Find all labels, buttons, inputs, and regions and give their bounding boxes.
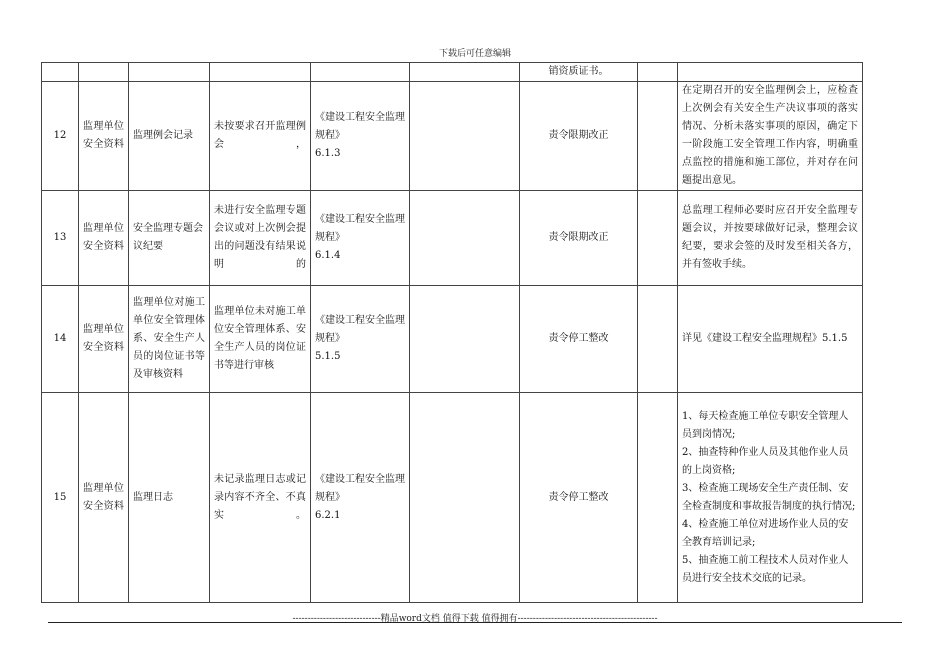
table-cell <box>638 286 678 393</box>
item-cell: 安全监理专题会议纪要 <box>129 191 210 286</box>
notes-cell: 在定期召开的安全监理例会上，应检查上次例会有关安全生产决议事项的落实情况、分析未落实事项的原因，确定下一阶段施工安全管理工作内容，明确重点监控的措施和施工部位，并对存在问题提出意见。 <box>678 82 863 191</box>
problem-cell: 监理单位未对施工单位安全管理体系、安全生产人员的岗位证书等进行审核 <box>210 286 311 393</box>
table-cell <box>79 63 129 82</box>
safety-inspection-table <box>41 62 863 603</box>
table-cell <box>410 286 520 393</box>
problem-cell: 未按要求召开监理例会， <box>210 82 311 191</box>
row-number: 12 <box>42 82 79 191</box>
table-cell <box>678 63 863 82</box>
problem-cell: 未进行安全监理专题会议或对上次例会提出的问题没有结果说明的 <box>210 191 311 286</box>
basis-cell: 《建设工程安全监理规程》 6.2.1 <box>311 393 410 603</box>
table-cell <box>638 191 678 286</box>
table-row <box>42 63 863 82</box>
table-row <box>42 286 863 393</box>
basis-cell: 《建设工程安全监理规程》 5.1.5 <box>311 286 410 393</box>
table-cell <box>129 63 210 82</box>
result-cell: 责令限期改正 <box>520 191 638 286</box>
table-cell <box>638 82 678 191</box>
table-cell <box>410 82 520 191</box>
table-cell <box>410 393 520 603</box>
result-cell: 责令停工整改 <box>520 286 638 393</box>
table-cell <box>311 63 410 82</box>
category-cell: 监理单位安全资料 <box>79 393 129 603</box>
table-row <box>42 82 863 191</box>
item-cell: 监理单位对施工单位安全管理体系、安全生产人员的岗位证书等及审核资料 <box>129 286 210 393</box>
table-cell <box>410 191 520 286</box>
category-cell: 监理单位安全资料 <box>79 82 129 191</box>
table-cell <box>42 63 79 82</box>
notes-cell: 总监理工程师必要时应召开安全监理专题会议，并按要球做好记录，整理会议纪要，要求会签的及时发至相关各方，并有签收手续。 <box>678 191 863 286</box>
item-cell: 监理日志 <box>129 393 210 603</box>
notes-cell: 详见《建设工程安全监理规程》5.1.5 <box>678 286 863 393</box>
category-cell: 监理单位安全资料 <box>79 191 129 286</box>
footer-divider <box>48 622 902 623</box>
result-cell: 责令限期改正 <box>520 82 638 191</box>
page-header: 下载后可任意编辑 <box>438 49 511 59</box>
result-cell: 销资质证书。 <box>520 63 638 82</box>
basis-cell: 《建设工程安全监理规程》 6.1.3 <box>311 82 410 191</box>
row-number: 13 <box>42 191 79 286</box>
footer-text: -----------------------------精品word文档 值得下载 值得拥有---------------------------------------------- <box>292 614 658 624</box>
table-cell <box>410 63 520 82</box>
row-number: 14 <box>42 286 79 393</box>
table-row <box>42 191 863 286</box>
row-number: 15 <box>42 393 79 603</box>
table-cell <box>638 63 678 82</box>
table-row <box>42 393 863 603</box>
problem-cell: 未记录监理日志或记录内容不齐全、不真实。 <box>210 393 311 603</box>
item-cell: 监理例会记录 <box>129 82 210 191</box>
category-cell: 监理单位安全资料 <box>79 286 129 393</box>
table-cell <box>210 63 311 82</box>
result-cell: 责令停工整改 <box>520 393 638 603</box>
notes-cell: 1、每天检查施工单位专职安全管理人员到岗情况; 2、抽查特种作业人员及其他作业人员的上岗资格; 3、检查施工现场安全生产责任制、安全检查制度和事故报告制度的执行情况; 4、检查施工单位对进场作业人员的安全教育培训记录; 5、抽查施工前工程技术人员对作业人员进行安全技术交底的记录。 <box>678 393 863 603</box>
basis-cell: 《建设工程安全监理规程》 6.1.4 <box>311 191 410 286</box>
table-cell <box>638 393 678 603</box>
